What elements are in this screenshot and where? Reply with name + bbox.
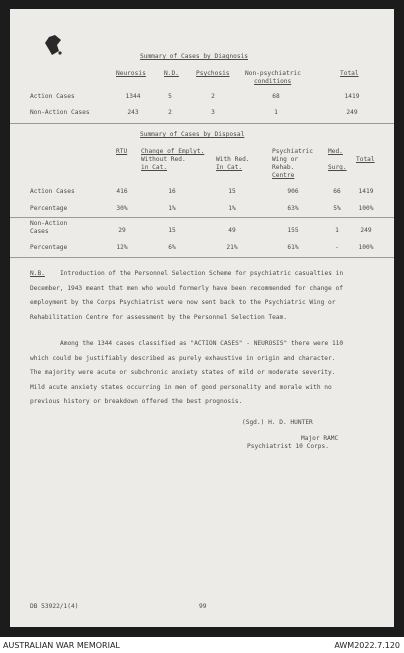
disp-row-label: Cases (30, 228, 49, 235)
diag-header-psychosis: Psychosis (196, 70, 230, 77)
disp-cell: 1419 (358, 188, 374, 195)
diag-cell: 1 (274, 109, 278, 116)
diag-cell: 2 (168, 109, 172, 116)
paragraph-line: previous history or breakdown offered the best prognosis. (30, 398, 243, 405)
disp-cell: 12% (116, 244, 128, 251)
archive-footer (0, 637, 404, 653)
disp-cell: 66 (333, 188, 341, 195)
disp-header-med: Surg. (328, 164, 347, 171)
diag-header-neurosis: Neurosis (116, 70, 146, 77)
paragraph-line: Among the 1344 cases classified as "ACTION CASES" - NEUROSIS" there were 110 (60, 340, 344, 347)
body-paragraph (30, 337, 343, 410)
paragraph-line: Mild acute anxiety states occurring in men of good personality and morale with no (30, 383, 332, 391)
nb-label: N.B. (30, 270, 45, 277)
diag-row-label: Non-Action Cases (30, 109, 90, 116)
disp-cell: 155 (287, 227, 299, 234)
disp-row-label: Action Cases (30, 188, 75, 195)
diag-cell: 1419 (344, 93, 360, 100)
page-number: 99 (199, 603, 207, 610)
document-reference: DB 53922/1(4) (30, 603, 79, 610)
disp-header-psych: Wing or (272, 156, 299, 163)
disp-cell: 1 (335, 227, 339, 234)
diag-header-nonpsych: Non-psychiatric (245, 70, 301, 77)
diagnosis-table-title: Summary of Cases by Diagnosis (140, 53, 249, 60)
diag-cell: 1344 (125, 93, 141, 100)
diag-cell: 3 (211, 109, 215, 116)
disp-cell: 100% (358, 244, 374, 251)
disp-cell: 30% (116, 205, 128, 212)
paragraph-line: employment by the Corps Psychiatrist were now sent back to the Psychiatric Wing or (30, 299, 336, 306)
diag-cell: 2 (211, 93, 215, 100)
signature-rank: Major RAMC (301, 435, 339, 442)
disp-cell: 21% (226, 244, 238, 251)
disp-cell: 49 (228, 227, 236, 234)
diag-header-conditions: conditions (254, 78, 292, 85)
disp-cell: 100% (358, 205, 374, 212)
disp-header-total: Total (356, 156, 375, 163)
disp-header-withred: With Red. (216, 156, 250, 163)
disp-cell: 61% (287, 244, 299, 251)
disp-header-med: Med. (328, 148, 343, 155)
disp-header-rtu: RTU (116, 148, 128, 155)
disp-cell: 1% (168, 205, 176, 212)
diag-header-nd: N.D. (164, 70, 179, 77)
disp-cell: 6% (168, 244, 176, 251)
disp-header-withred: In Cat. (216, 164, 243, 171)
disp-cell: 63% (287, 205, 299, 212)
divider (10, 257, 394, 258)
divider (10, 123, 394, 124)
disp-cell: 249 (360, 227, 372, 234)
diag-cell: 5 (168, 93, 172, 100)
disp-cell: 5% (333, 205, 341, 212)
disp-header-change: Change of Emplyt. (141, 148, 205, 155)
disp-row-label: Percentage (30, 205, 68, 212)
disp-row-label: Non-Action (30, 220, 68, 227)
footer-institution: AUSTRALIAN WAR MEMORIAL (3, 641, 120, 650)
disp-cell: 16 (168, 188, 176, 195)
disp-row-label: Percentage (30, 244, 68, 251)
disp-header-psych: Rehab. (272, 164, 295, 171)
disp-header-change: Without Red. (141, 156, 186, 163)
disp-cell: 906 (287, 188, 299, 195)
disp-cell: - (335, 244, 339, 251)
disp-cell: 416 (116, 188, 128, 195)
signature-name: (Sgd.) H. D. HUNTER (242, 419, 313, 426)
diag-header-total: Total (340, 70, 359, 77)
disp-header-psych: Psychiatric (272, 148, 313, 155)
diag-cell: 249 (346, 109, 358, 116)
disp-cell: 15 (168, 227, 176, 234)
disp-cell: 15 (228, 188, 236, 195)
disp-header-change: in Cat. (141, 164, 168, 171)
paragraph-line: Rehabilitation Centre for assessment by the Personnel Selection Team. (30, 313, 288, 321)
nb-paragraph (30, 267, 343, 325)
disp-cell: 1% (228, 205, 236, 212)
diag-cell: 68 (272, 93, 280, 100)
signature-role: Psychiatrist 10 Corps. (247, 443, 329, 450)
paragraph-line: December, 1943 meant that men who would formerly have been recommended for change of (30, 284, 343, 292)
document-page (10, 9, 394, 627)
paragraph-line: which could be justifiably described as purely exhaustive in origin and character. (30, 354, 336, 362)
disposal-table-title: Summary of Cases by Disposal (140, 131, 245, 138)
diag-cell: 243 (127, 109, 139, 116)
divider (10, 217, 394, 218)
disp-header-psych: Centre (272, 172, 295, 179)
diag-row-label: Action Cases (30, 93, 75, 100)
paragraph-line: Introduction of the Personnel Selection Scheme for psychiatric casualties in (60, 270, 344, 277)
disp-cell: 29 (118, 227, 126, 234)
footer-accession: AWM2022.7.120 (334, 641, 400, 650)
ink-smudge (43, 33, 65, 59)
paragraph-line: The majority were acute or subchronic anxiety states of mild or moderate severity. (30, 369, 336, 376)
